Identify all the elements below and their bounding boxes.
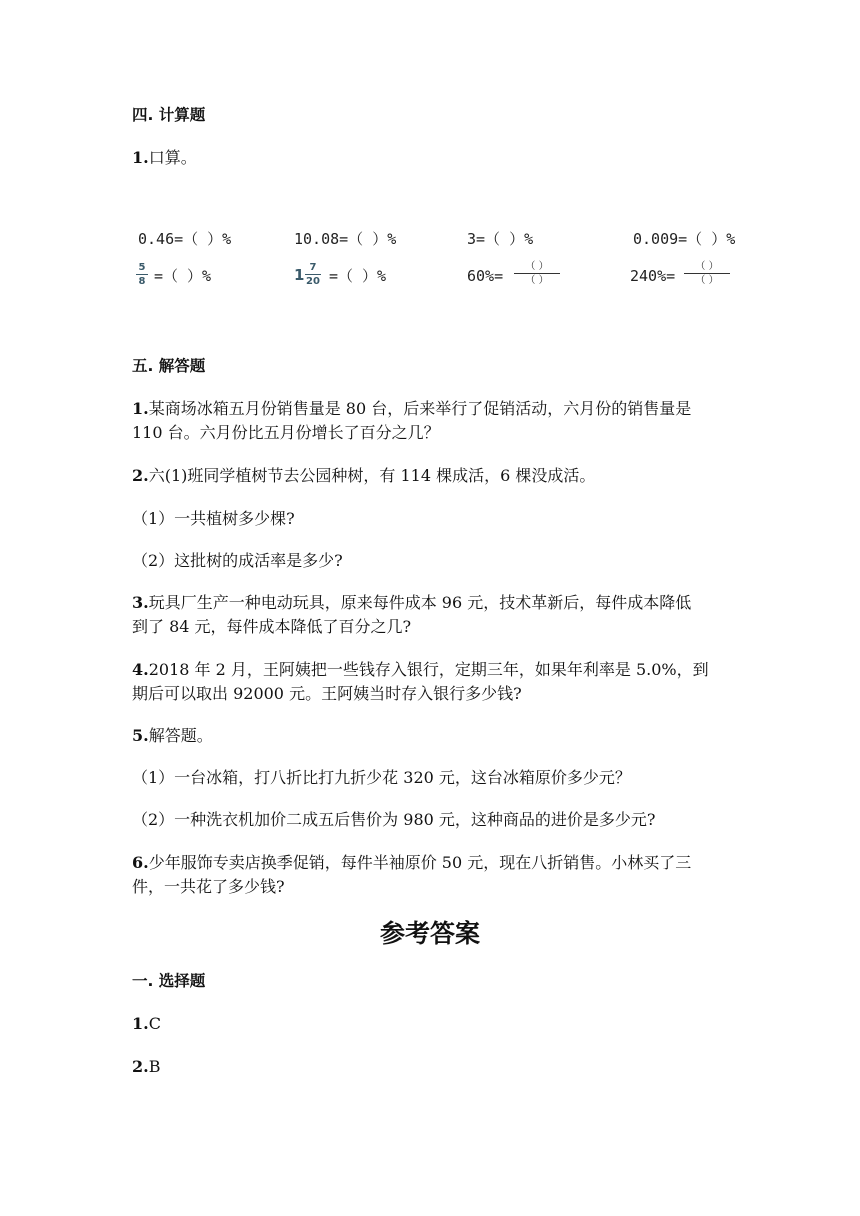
problem-5-sub-1: （1）一台冰箱，打八折比打九折少花 320 元，这台冰箱原价多少元？	[132, 768, 631, 787]
problem-2-sub-2: （2）这批树的成活率是多少?	[132, 551, 343, 570]
oral-item: =（ ）%	[154, 267, 212, 285]
answer-section-heading: 一. 选择题	[132, 972, 206, 990]
problem-6-line-1: 6.少年服饰专卖店换季促销，每件半袖原价 50 元，现在八折销售。小林买了三	[132, 853, 692, 872]
blank-fraction: （ ） （ ）	[684, 261, 730, 286]
problem-5: 5.解答题。	[132, 726, 213, 745]
problem-3-line-2: 到了 84 元，每件成本降低了百分之几?	[132, 617, 412, 636]
problem-1-line-1: 1.某商场冰箱五月份销售量是 80 台，后来举行了促销活动，六月份的销售量是	[132, 399, 692, 418]
question-number: 1.	[132, 148, 149, 167]
oral-item: 0.46=（ ）%	[138, 230, 232, 248]
question-1	[132, 147, 197, 169]
section-heading-calculation: 四. 计算题	[132, 106, 206, 124]
fraction-seven-twentieths: 7 20	[306, 262, 320, 287]
fraction-five-eighths: 5 8	[136, 262, 148, 287]
problem-1-line-2: 110 台。六月份比五月份增长了百分之几？	[132, 423, 440, 442]
mixed-number-whole: 1	[294, 266, 305, 284]
answer-key-title: 参考答案	[379, 919, 480, 948]
oral-item: 3=（ ）%	[467, 230, 534, 248]
question-text: 口算。	[148, 148, 197, 167]
oral-item: =（ ）%	[329, 267, 387, 285]
oral-item: 60%=	[467, 267, 504, 285]
problem-4-line-1: 4.2018 年 2 月，王阿姨把一些钱存入银行，定期三年，如果年利率是 5.0%，到	[132, 660, 709, 679]
blank-fraction: （ ） （ ）	[514, 261, 560, 286]
problem-2: 2.六(1)班同学植树节去公园种树，有 114 棵成活，6 棵没成活。	[132, 466, 596, 485]
section-heading-word-problems: 五. 解答题	[132, 357, 206, 375]
problem-5-sub-2: （2）一种洗衣机加价二成五后售价为 980 元，这种商品的进价是多少元?	[132, 810, 656, 829]
problem-4-line-2: 期后可以取出 92000 元。王阿姨当时存入银行多少钱?	[132, 684, 522, 703]
oral-item: 240%=	[630, 267, 676, 285]
problem-6-line-2: 件，一共花了多少钱?	[132, 877, 285, 896]
answer-2: 2.B	[132, 1057, 161, 1076]
oral-item: 0.009=（ ）%	[633, 230, 736, 248]
problem-3-line-1: 3.玩具厂生产一种电动玩具，原来每件成本 96 元，技术革新后，每件成本降低	[132, 593, 692, 612]
problem-2-sub-1: （1）一共植树多少棵?	[132, 509, 295, 528]
oral-item: 10.08=（ ）%	[294, 230, 397, 248]
answer-1: 1.C	[132, 1014, 161, 1033]
